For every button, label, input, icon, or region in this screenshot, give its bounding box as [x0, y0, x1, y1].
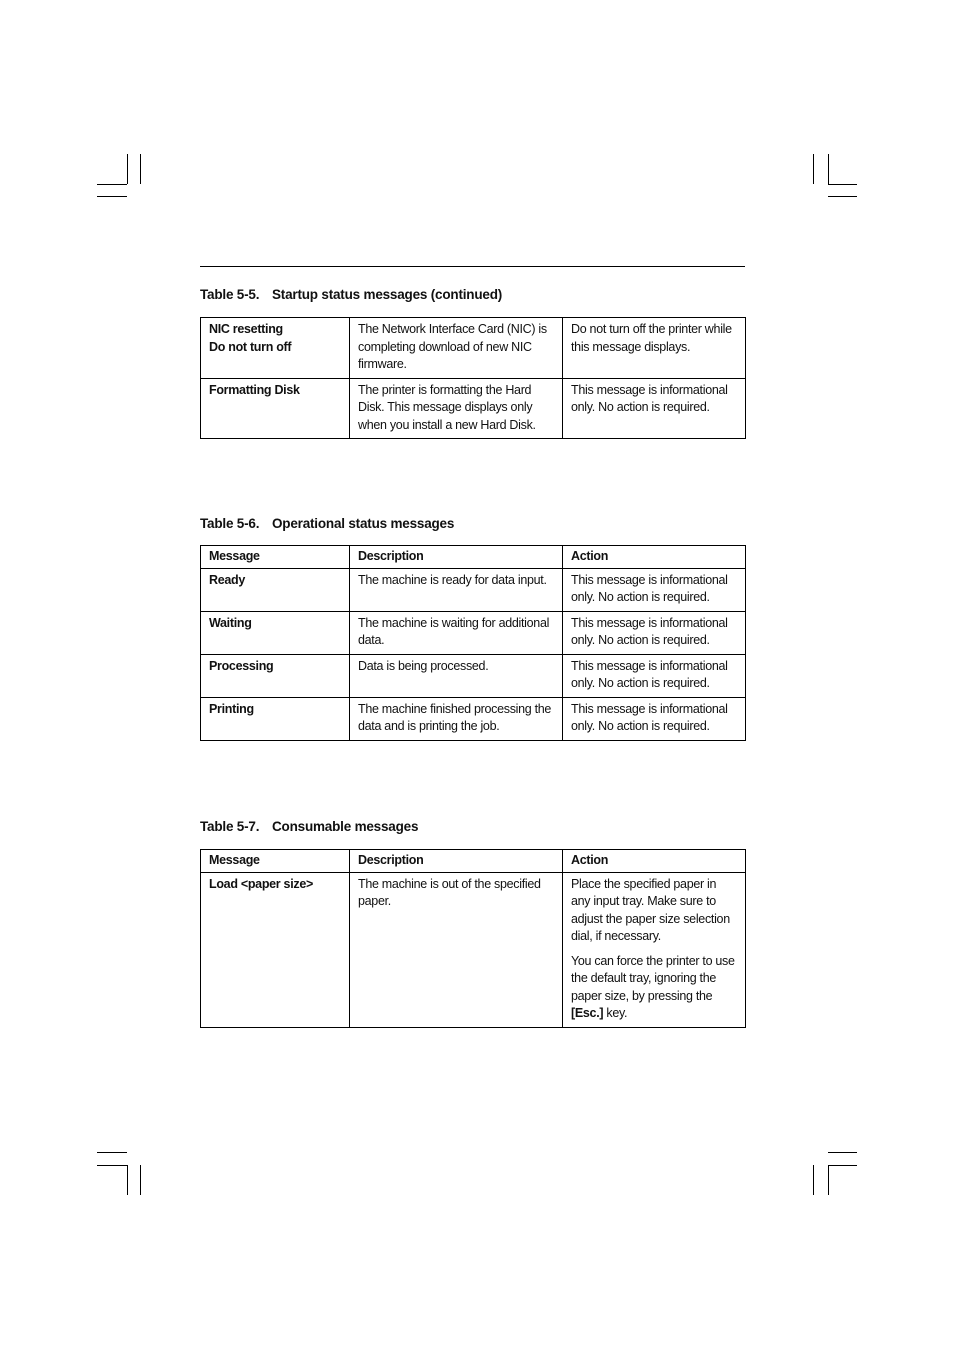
table-caption	[200, 516, 454, 531]
message-line: Do not turn off	[209, 339, 292, 354]
header-rule	[200, 266, 745, 267]
table-caption	[200, 819, 418, 834]
esc-key-label: [Esc.]	[571, 1006, 604, 1020]
message-cell: Processing	[201, 654, 350, 697]
crop-mark	[828, 1152, 857, 1153]
action-paragraph	[571, 953, 737, 1023]
table-row	[201, 872, 746, 1027]
column-header: Description	[350, 850, 563, 873]
table-row	[201, 611, 746, 654]
table-number: Table 5-6.	[200, 516, 260, 531]
crop-mark	[97, 196, 127, 197]
action-cell: Do not turn off the printer while this message displays.	[563, 318, 746, 379]
column-header: Message	[201, 850, 350, 873]
startup-status-table	[200, 317, 746, 439]
description-cell: Data is being processed.	[350, 654, 563, 697]
description-cell: The machine is ready for data input.	[350, 568, 563, 611]
action-cell: This message is informational only. No action is required.	[563, 568, 746, 611]
crop-mark	[127, 154, 128, 184]
message-cell: Formatting Disk	[201, 378, 350, 439]
table-title: Operational status messages	[272, 516, 455, 531]
description-cell: The printer is formatting the Hard Disk. This message displays only when you install a new Hard Disk.	[350, 378, 563, 439]
crop-mark	[813, 1165, 814, 1195]
table-caption	[200, 287, 502, 302]
description-cell: The machine finished processing the data and is printing the job.	[350, 697, 563, 740]
message-cell: Load <paper size>	[201, 872, 350, 1027]
operational-status-table	[200, 545, 746, 741]
crop-mark	[813, 154, 814, 184]
action-cell: This message is informational only. No action is required.	[563, 378, 746, 439]
column-header: Action	[563, 546, 746, 569]
crop-mark	[127, 1165, 128, 1195]
table-number: Table 5-7.	[200, 819, 260, 834]
crop-mark	[828, 196, 857, 197]
crop-mark	[97, 184, 127, 185]
action-text-end: key.	[603, 1006, 628, 1020]
message-cell: Waiting	[201, 611, 350, 654]
description-cell: The machine is out of the specified paper.	[350, 872, 563, 1027]
column-header: Message	[201, 546, 350, 569]
crop-mark	[828, 1165, 857, 1166]
message-cell	[201, 318, 350, 379]
crop-mark	[828, 1165, 829, 1195]
table-title: Startup status messages (continued)	[272, 287, 503, 302]
table-title: Consumable messages	[272, 819, 419, 834]
table-header-row	[201, 546, 746, 569]
message-line: NIC resetting	[209, 322, 283, 336]
table-row	[201, 378, 746, 439]
action-cell: This message is informational only. No action is required.	[563, 611, 746, 654]
table-number: Table 5-5.	[200, 287, 260, 302]
crop-mark	[140, 154, 141, 184]
message-cell: Printing	[201, 697, 350, 740]
description-cell: The Network Interface Card (NIC) is completing download of new NIC firmware.	[350, 318, 563, 379]
description-cell: The machine is waiting for additional data.	[350, 611, 563, 654]
consumable-messages-table	[200, 849, 746, 1028]
action-paragraph: Place the specified paper in any input tray. Make sure to adjust the paper size selection dial, if necessary.	[571, 876, 730, 943]
crop-mark	[97, 1165, 127, 1166]
table-row	[201, 697, 746, 740]
action-text: You can force the printer to use the default tray, ignoring the paper size, by pressing the	[571, 953, 735, 1003]
column-header: Action	[563, 850, 746, 873]
action-cell	[563, 872, 746, 1027]
table-row	[201, 568, 746, 611]
table-header-row	[201, 850, 746, 873]
action-cell: This message is informational only. No action is required.	[563, 697, 746, 740]
crop-mark	[140, 1165, 141, 1195]
crop-mark	[828, 184, 857, 185]
crop-mark	[828, 154, 829, 184]
crop-mark	[97, 1152, 127, 1153]
column-header: Description	[350, 546, 563, 569]
table-row	[201, 318, 746, 379]
message-cell: Ready	[201, 568, 350, 611]
table-row	[201, 654, 746, 697]
action-cell: This message is informational only. No action is required.	[563, 654, 746, 697]
